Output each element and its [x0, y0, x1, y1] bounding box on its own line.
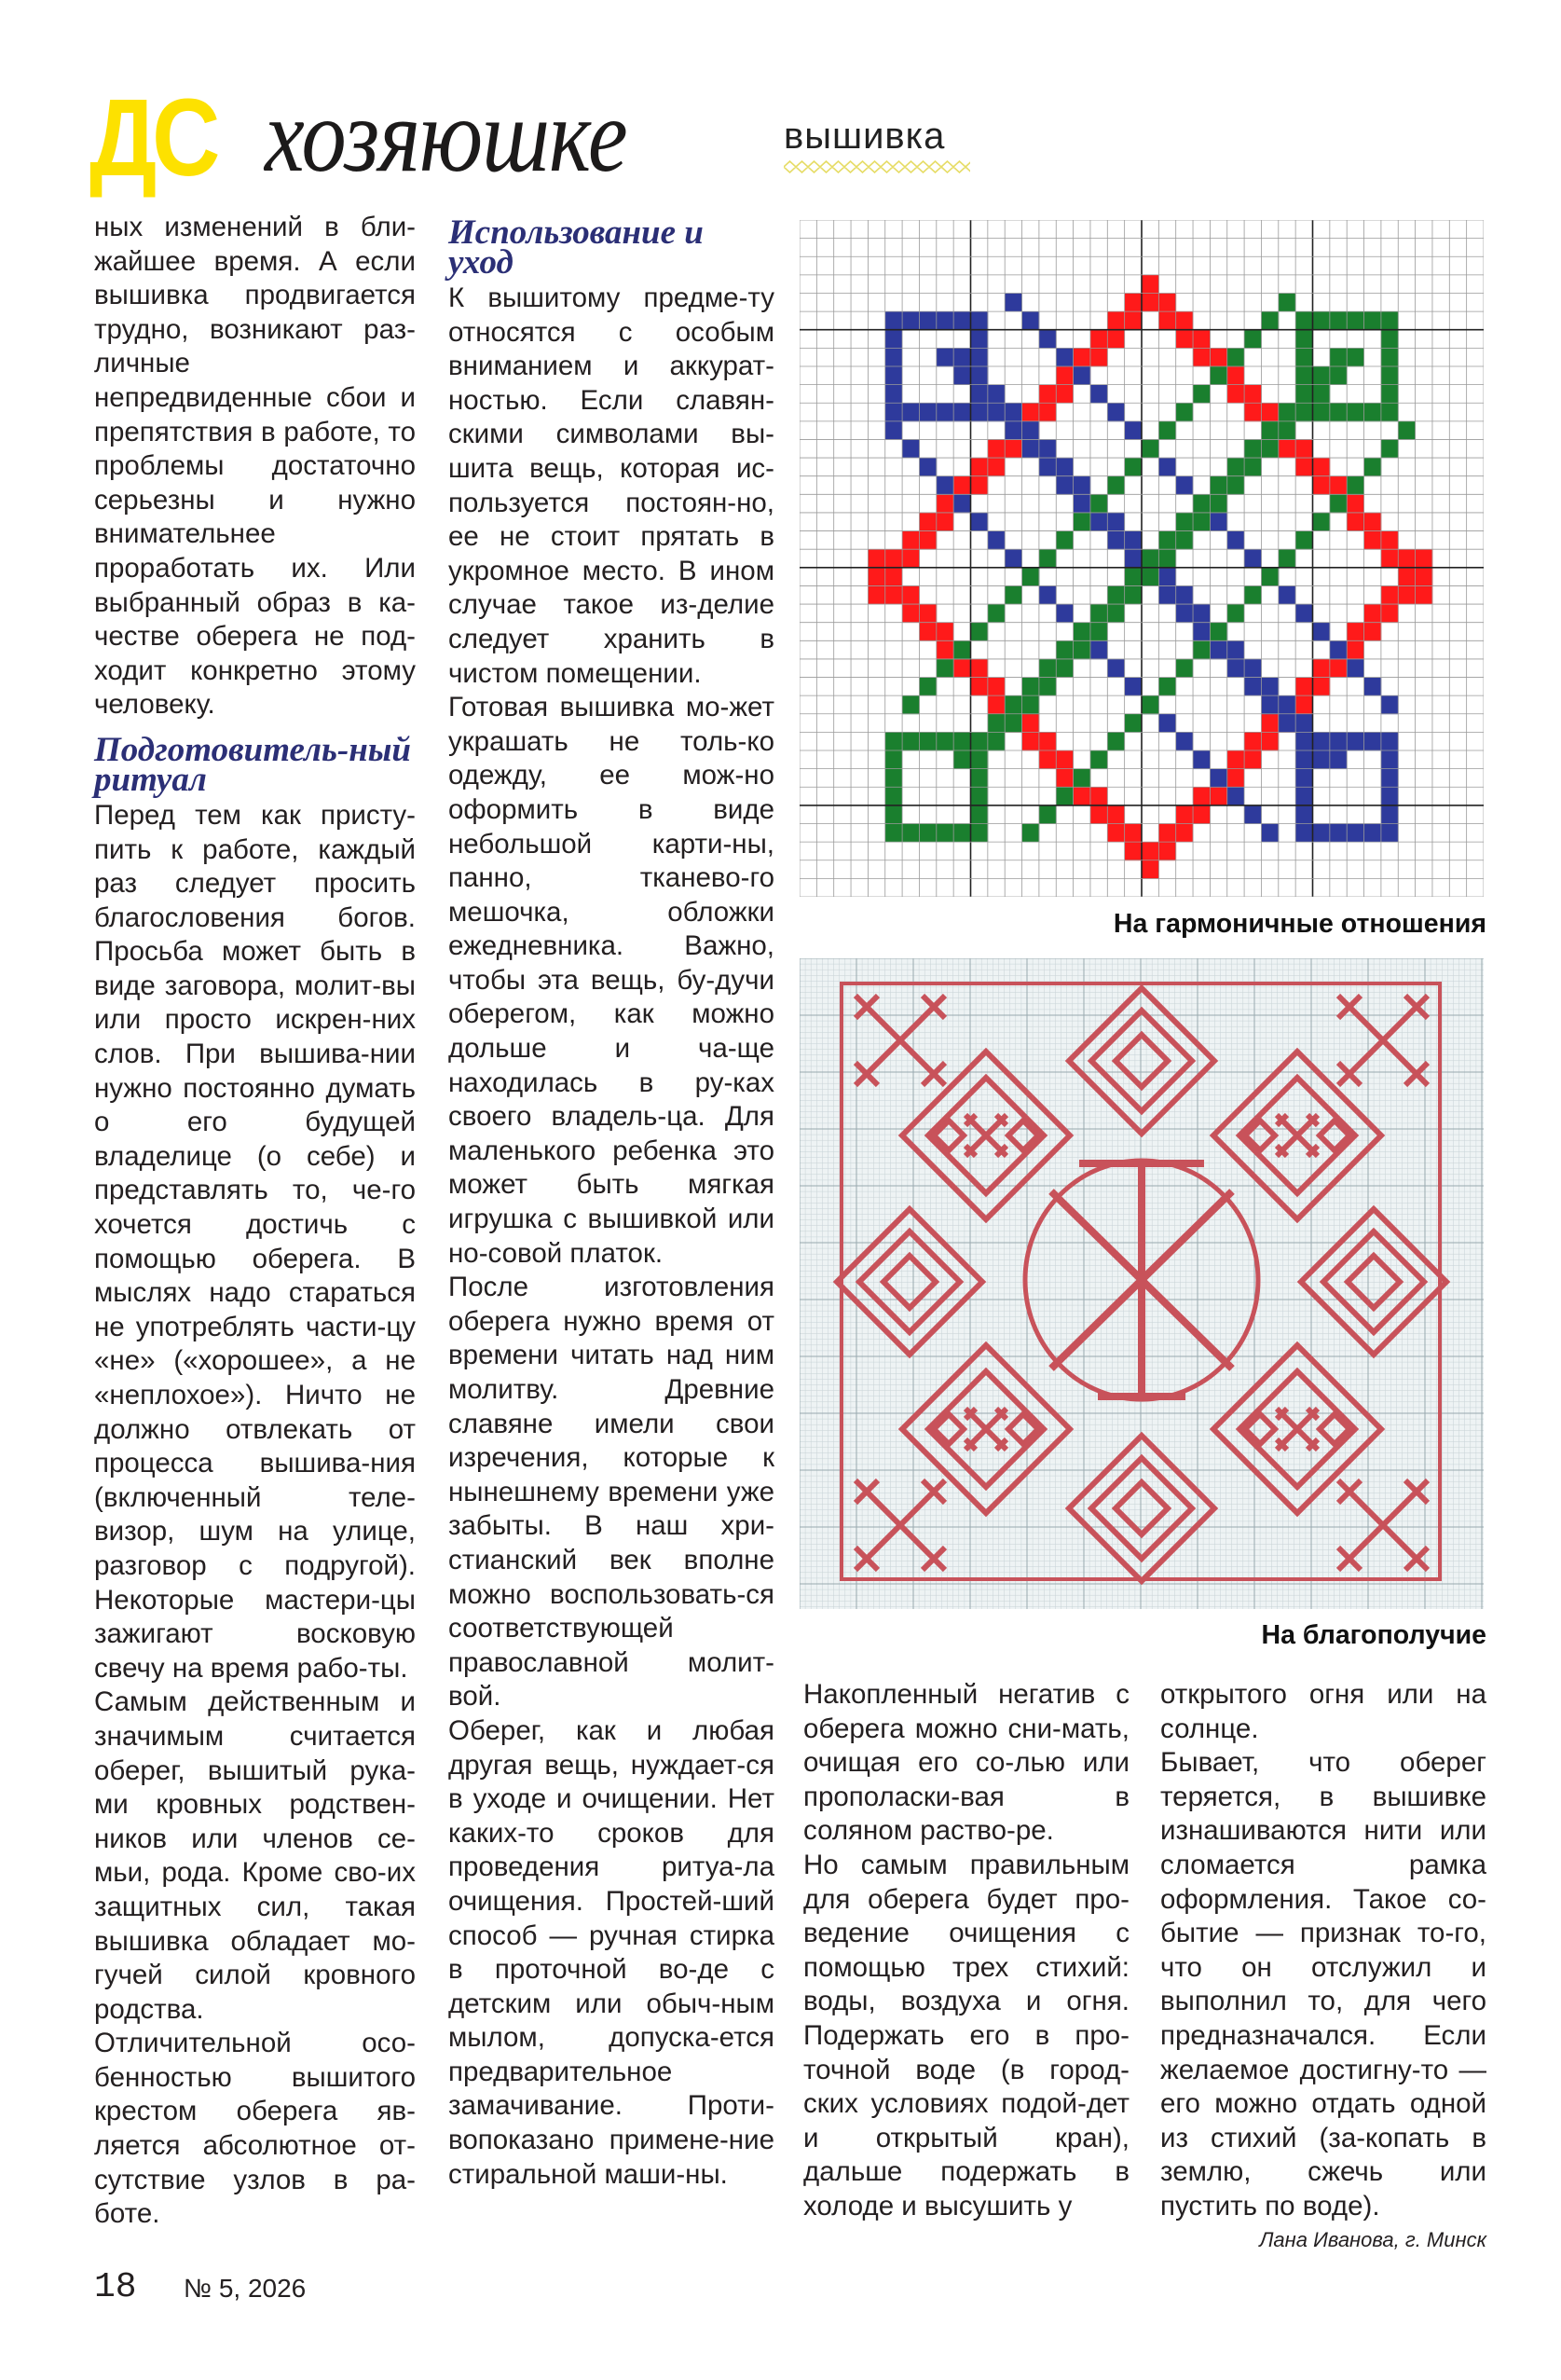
paragraph: открытого огня или на солнце.: [1160, 1679, 1486, 1744]
paragraph: Но самым правильным для оберега будет про-ведение очищения с помощью трех стихий: воды, воздуха и огня. Подержать его в про-точной воде (в город-ских условиях подой-дет и открытый кран), дальше подержать в холоде и высушить у: [803, 1849, 1130, 2222]
article-column-1: [94, 211, 416, 2232]
page-header: [89, 76, 1021, 199]
page-number: 18: [94, 2267, 137, 2307]
article-column-4: [1160, 1678, 1486, 2256]
paragraph: Оберег, как и любая другая вещь, нуждает-ся в уходе и очищении. Нет каких-то сроков для проведения ритуа-ла очищения. Простей-ший способ — ручная стирка в проточной во-де с детским или обыч-ным мылом, допуска-ется предварительное замачивание. Проти-вопоказано примене-ние стиральной маши-ны.: [448, 1714, 774, 2190]
subheading-usage-and-care: Использование и уход: [448, 213, 704, 282]
issue-number: № 5, 2026: [184, 2274, 307, 2303]
article-column-3: [803, 1678, 1130, 2224]
paragraph: ных изменений в бли-жайшее время. А если вышивка продвигается трудно, возникают раз-личные непредвиденные сбои и препятствия в работе, то проблемы достаточно серьезны и нужно внимательнее проработать их. Или выбранный образ в ка-честве оберега не под-ходит конкретно этому человеку.: [94, 212, 416, 721]
paragraph: Бывает, что оберег теряется, в вышивке изнашиваются нити или сломается рамка оформления. Такое со-бытие — признак то-го, что он отслужил и выполнил то, для чего предназначался. Если желаемое достигну-то — его можно отдать одной из стихий (за-копать в землю, сжечь или пустить по воде).: [1160, 1747, 1486, 2222]
section-label: вышивка: [784, 116, 946, 157]
figure-caption: На гармоничные отношения: [1113, 909, 1486, 939]
author-signature: Лана Иванова, г. Минск: [1259, 2227, 1486, 2251]
paragraph: Готовая вышивка мо-жет украшать не толь-ко одежду, ее мож-но оформить в виде небольшой карти-ны, панно, тканево-го мешочка, обложки ежедневника. Важно, чтобы эта вещь, бу-дучи оберегом, как можно дольше и ча-ще находилась в ру-ках своего владель-ца. Для маленького ребенка это может быть мягкая игрушка с вышивкой или но-совой платок.: [448, 692, 774, 1269]
article-column-2: [448, 213, 774, 2192]
cross-stitch-pattern-wellbeing: [800, 958, 1484, 1609]
subheading-preparatory-ritual: Подготовитель-ный ритуал: [94, 730, 412, 799]
paragraph: Отличительной осо-бенностью вышитого крестом оберега яв-ляется абсолютное от-сутствие узлов в ра-боте.: [94, 2028, 416, 2230]
magazine-logo: ДС: [89, 76, 216, 199]
diamond-ribbon-ornament: [784, 160, 970, 173]
page-footer: [94, 2267, 307, 2307]
paragraph: Перед тем как присту-пить к работе, каждый раз следует просить благословения богов. Просьба может быть в виде заговора, молит-вы или просто искрен-них слов. При вышива-нии нужно постоянно думать о его будущей владелице (о себе) и представлять то, че-го хочется достичь с помощью оберега. В мыслях надо стараться не употреблять части-цу «не» («хорошее», а не «неплохое»). Ничто не должно отвлекать от процесса вышива-ния (включенный теле-визор, шум на улице, разговор с подругой). Некоторые мастери-цы зажигают восковую свечу на время рабо-ты.: [94, 799, 416, 1684]
paragraph: Самым действенным и значимым считается оберег, вышитый рука-ми кровных родствен-ников или членов се-мьи, рода. Кроме сво-их защитных сил, такая вышивка обладает мо-гучей силой кровного родства.: [94, 1686, 416, 2025]
paragraph: К вышитому предме-ту относятся с особым вниманием и аккурат-ностью. Если славян-скими символами вы-шита вещь, которая ис-пользуется постоян-но, ее не стоит прятать в укромное место. В ином случае такое из-делие следует хранить в чистом помещении.: [448, 282, 774, 689]
paragraph: Накопленный негатив с оберега можно сни-мать, очищая его со-лью или прополаски-вая в соляном раство-ре.: [803, 1679, 1130, 1847]
figure-caption: На благополучие: [1261, 1620, 1486, 1650]
rubric-title: хозяюшке: [265, 78, 627, 194]
paragraph: После изготовления оберега нужно время от времени читать над ним молитву. Древние славяне имели свои изречения, которые к нынешнему времени уже забыты. В наш хри-стианский век вполне можно воспользовать-ся соответствующей православной молит-вой.: [448, 1272, 774, 1713]
cross-stitch-pattern-harmony: [800, 220, 1484, 897]
